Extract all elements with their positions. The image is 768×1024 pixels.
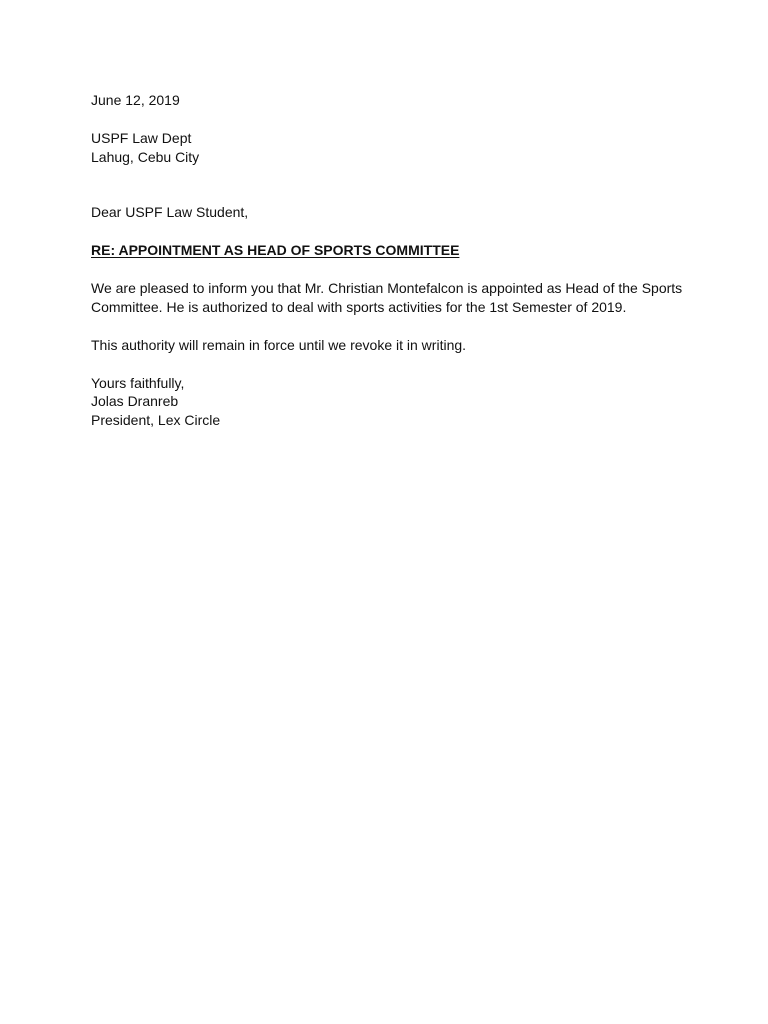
letter-salutation: Dear USPF Law Student,	[91, 204, 249, 220]
body-paragraph-1-line-1: We are pleased to inform you that Mr. Christian Montefalcon is appointed as Head of the Sports	[91, 280, 683, 296]
letter-subject: RE: APPOINTMENT AS HEAD OF SPORTS COMMITTEE	[91, 242, 460, 258]
recipient-address-line-1: USPF Law Dept	[91, 130, 192, 146]
body-paragraph-1-line-2: Committee. He is authorized to deal with sports activities for the 1st Semester of 2019.	[91, 299, 627, 315]
letter-closing: Yours faithfully,	[91, 375, 185, 391]
letter-date: June 12, 2019	[91, 92, 180, 108]
signer-title: President, Lex Circle	[91, 412, 221, 428]
signer-name: Jolas Dranreb	[91, 393, 179, 409]
body-paragraph-2: This authority will remain in force until we revoke it in writing.	[91, 337, 467, 353]
recipient-address-line-2: Lahug, Cebu City	[91, 149, 200, 165]
